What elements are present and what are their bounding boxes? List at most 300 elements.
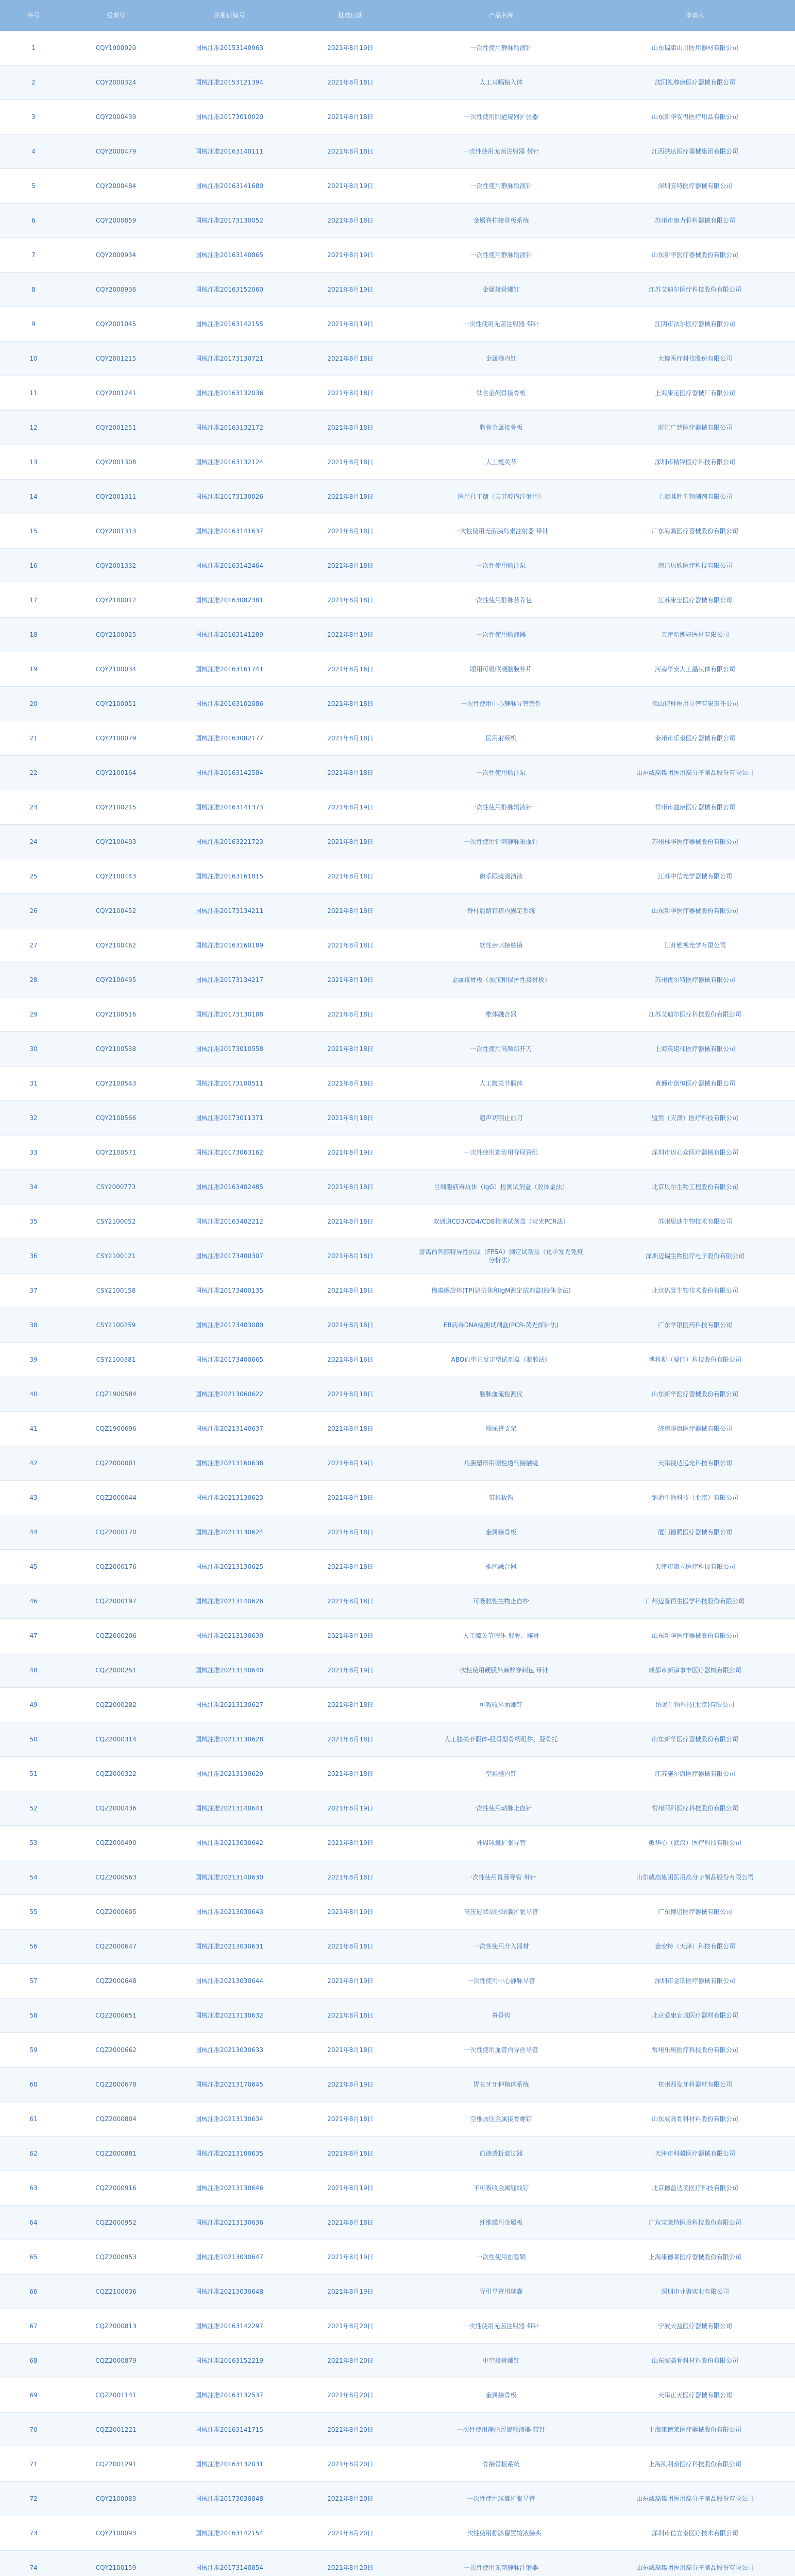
product-name: 梅毒螺旋体(TP)总抗体和IgM测定试剂盒(胶体金法)	[431, 1287, 571, 1294]
applicant: 常州阿科医疗科技股份有限公司	[651, 1805, 738, 1812]
approval-date: 2021年8月18日	[327, 2115, 374, 2123]
approval-date: 2021年8月18日	[327, 1770, 374, 1777]
registration-no: 国械注准20213130629	[195, 1770, 263, 1777]
row-index: 71	[29, 2461, 38, 2468]
approval-date: 2021年8月19日	[327, 1149, 374, 1156]
registration-no: 国械注准20213030644	[195, 1977, 263, 1985]
acceptance-no: CQY2000484	[95, 182, 137, 190]
approval-date: 2021年8月18日	[327, 79, 374, 86]
acceptance-no: CQY2000324	[95, 79, 137, 86]
table-row	[0, 618, 795, 652]
acceptance-no: CQY2100516	[95, 1011, 137, 1018]
registration-no: 国械注准20213140626	[195, 1598, 263, 1605]
approval-date: 2021年8月19日	[327, 2288, 374, 2295]
registration-no: 国械注准20213140641	[195, 1805, 263, 1812]
row-index: 8	[31, 286, 36, 293]
registration-no: 国械注准20163141715	[195, 2426, 263, 2433]
header-approval-date: 批准日期	[337, 12, 363, 19]
approval-date: 2021年8月18日	[327, 1736, 374, 1743]
row-index: 23	[29, 804, 38, 811]
table-row	[0, 2344, 795, 2378]
registration-no: 国械注准20163142155	[195, 320, 263, 328]
table-header	[0, 0, 795, 31]
row-index: 41	[29, 1425, 38, 1432]
acceptance-no: CQY2100566	[95, 1114, 137, 1122]
applicant: 深圳市信立泰医疗技术有限公司	[651, 2530, 738, 2537]
registration-no: 国械注准20213030648	[195, 2288, 263, 2295]
acceptance-no: CQZ2000044	[95, 1494, 137, 1501]
applicant: 深圳市业聚实业有限公司	[661, 2288, 729, 2295]
product-name: 游离前列腺特异性抗原（FPSA）测定试剂盒（化学发光免疫分析法）	[419, 1248, 583, 1264]
product-name: 空椎髓内钉	[485, 1770, 517, 1777]
acceptance-no: CQY2100164	[95, 769, 137, 776]
table-row	[0, 31, 795, 65]
registration-no: 国械注准20213130646	[195, 2184, 263, 2192]
approval-date: 2021年8月18日	[327, 2012, 374, 2019]
registration-no: 国械注准20173011371	[195, 1114, 263, 1122]
applicant: 宁波天益医疗器械有限公司	[657, 2323, 732, 2330]
product-name: 微乐眼镜清洁液	[479, 873, 523, 880]
applicant: 苏州市康力骨科器械有限公司	[654, 217, 735, 224]
approval-date: 2021年8月20日	[327, 2357, 374, 2364]
table-row	[0, 1136, 795, 1170]
product-name: 医用射频机	[485, 735, 517, 742]
table-row	[0, 204, 795, 238]
table-row	[0, 2551, 795, 2576]
row-index: 1	[31, 44, 36, 52]
row-index: 28	[29, 976, 38, 984]
registration-no: 国械注准20163142464	[195, 562, 263, 569]
table-row	[0, 2378, 795, 2413]
acceptance-no: CQZ2000916	[95, 2184, 137, 2192]
registration-no: 国械注准20163141289	[195, 631, 263, 638]
applicant: 广州迈普再生医学科技股份有限公司	[645, 1598, 745, 1605]
applicant: 大博医疗科技股份有限公司	[657, 355, 732, 362]
acceptance-no: CQY2100538	[95, 1045, 137, 1053]
acceptance-no: CQZ2000001	[95, 1460, 137, 1467]
registration-no: 国械注准20213100635	[195, 2150, 263, 2157]
approval-date: 2021年8月19日	[327, 1805, 374, 1812]
row-index: 49	[29, 1701, 38, 1708]
approval-date: 2021年8月19日	[327, 1632, 374, 1639]
table-row	[0, 549, 795, 583]
registration-no: 国械注准20163140865	[195, 251, 263, 259]
registration-no: 国械注准20163221723	[195, 838, 263, 845]
product-name: 纤维膜用金属板	[479, 2219, 523, 2226]
product-name: 一次性使用阴道窥器扩张器	[464, 113, 538, 121]
registration-no: 国械注准20173063162	[195, 1149, 263, 1156]
product-name: 一次性使用动脉止血针	[470, 1805, 532, 1812]
table-row	[0, 1170, 795, 1205]
table-body	[0, 31, 795, 2576]
header-index: 序号	[27, 12, 40, 19]
registration-no: 国械注准20173130188	[195, 1011, 263, 1018]
table-row	[0, 1757, 795, 1791]
approval-date: 2021年8月19日	[327, 1977, 374, 1985]
approval-date: 2021年8月18日	[327, 1494, 374, 1501]
approval-date: 2021年8月19日	[327, 2081, 374, 2088]
row-index: 22	[29, 769, 38, 776]
row-index: 25	[29, 873, 38, 880]
row-index: 24	[29, 838, 38, 845]
product-name: 眼用可吸收硬脑膜补片	[470, 666, 532, 673]
approval-date: 2021年8月19日	[327, 976, 374, 984]
applicant: 山东新华医疗器械股份有限公司	[651, 907, 738, 914]
applicant: 深圳迈瑞生物医疗电子股份有限公司	[645, 1252, 745, 1260]
approval-date: 2021年8月19日	[327, 182, 374, 190]
applicant: 山东新华医疗器械股份有限公司	[651, 1391, 738, 1398]
registration-no: 国械注准20163152219	[195, 2357, 263, 2364]
product-name: 脊柱后路钉棒内固定系统	[467, 907, 535, 914]
approval-date: 2021年8月18日	[327, 1598, 374, 1605]
product-name: 一次性使用高频切开刀	[470, 1045, 532, 1053]
product-name: 一次性使用无菌胰岛素注射器 带针	[453, 528, 549, 535]
table-row	[0, 1653, 795, 1688]
product-name: 金属接骨板	[485, 2392, 517, 2399]
approval-date: 2021年8月18日	[327, 148, 374, 155]
row-index: 60	[29, 2081, 38, 2088]
acceptance-no: CQY2001251	[95, 424, 137, 431]
applicant: 山东新华安得医疗用品有限公司	[651, 113, 738, 121]
product-name: 脊骨钩	[492, 2012, 511, 2019]
applicant: 广东博迈医疗器械有限公司	[657, 1908, 732, 1916]
product-name: 可吸收界面螺钉	[479, 1701, 523, 1708]
registration-no: 国械注准20173400307	[195, 1252, 263, 1260]
acceptance-no: CQZ2000605	[95, 1908, 137, 1916]
row-index: 5	[31, 182, 36, 190]
applicant: 山东新华医疗器械股份有限公司	[651, 1736, 738, 1743]
product-name: 椎间融合器	[485, 1563, 517, 1570]
approval-date: 2021年8月18日	[327, 1321, 374, 1329]
approval-date: 2021年8月19日	[327, 1839, 374, 1846]
row-index: 56	[29, 1943, 38, 1950]
acceptance-no: CSY2100259	[96, 1321, 136, 1329]
product-name: 空椎加压金属接骨螺钉	[470, 2115, 532, 2123]
applicant: 上海英诺伟医疗器械有限公司	[654, 1045, 735, 1053]
acceptance-no: CQZ2000647	[95, 1943, 137, 1950]
approval-date: 2021年8月18日	[327, 2219, 374, 2226]
row-index: 31	[29, 1080, 38, 1087]
approval-date: 2021年8月18日	[327, 769, 374, 776]
registration-no: 国械注准20213130625	[195, 1563, 263, 1570]
acceptance-no: CQY2100495	[95, 976, 137, 984]
registration-no: 国械注准20213030631	[195, 1943, 263, 1950]
registration-no: 国械注准20173400665	[195, 1356, 263, 1363]
applicant: 北京德益达美医疗科技有限公司	[651, 2184, 738, 2192]
registration-no: 国械注准20173134217	[195, 976, 263, 984]
applicant: 山东瑞康山川医用器材有限公司	[651, 44, 738, 52]
row-index: 40	[29, 1391, 38, 1398]
table-row	[0, 859, 795, 894]
applicant: 天津市康立医疗科技有限公司	[654, 1563, 735, 1570]
row-index: 45	[29, 1563, 38, 1570]
product-name: 角膜塑形用硬性透气接触镜	[464, 1460, 538, 1467]
approval-date: 2021年8月18日	[327, 562, 374, 569]
acceptance-no: CQY2001308	[95, 459, 137, 466]
product-name: 人工膝关节假体-股骨型骨柄组件、胫骨托	[444, 1736, 558, 1743]
approval-date: 2021年8月18日	[327, 1874, 374, 1881]
row-index: 27	[29, 942, 38, 949]
acceptance-no: CQZ2000662	[95, 2046, 137, 2054]
product-name: ABO血型正反定型试剂盒（凝胶法）	[451, 1356, 551, 1363]
row-index: 20	[29, 700, 38, 707]
applicant: 厦门德腾医疗器械有限公司	[657, 1529, 732, 1536]
product-name: 钛合金颅骨接骨板	[476, 389, 526, 397]
product-name: 一次性使用输液器	[476, 631, 526, 638]
applicant: 天津市科毅医疗器械有限公司	[654, 2150, 735, 2157]
acceptance-no: CQZ2000322	[95, 1770, 137, 1777]
applicant: 上海康定医疗器械厂有限公司	[654, 389, 735, 397]
approval-date: 2021年8月18日	[327, 1252, 374, 1260]
approval-date: 2021年8月18日	[327, 2150, 374, 2157]
acceptance-no: CQZ2000804	[95, 2115, 137, 2123]
acceptance-no: CQZ2000648	[95, 1977, 137, 1985]
acceptance-no: CQZ2000282	[95, 1701, 137, 1708]
acceptance-no: CQY2000479	[95, 148, 137, 155]
row-index: 72	[29, 2495, 38, 2502]
row-index: 51	[29, 1770, 38, 1777]
registration-no: 国械注准20163152060	[195, 286, 263, 293]
approval-date: 2021年8月19日	[327, 2253, 374, 2261]
row-index: 2	[31, 79, 36, 86]
approval-date: 2021年8月20日	[327, 2461, 374, 2468]
product-name: 一次性使用静脉输液针	[470, 251, 532, 259]
row-index: 36	[29, 1252, 38, 1260]
registration-no: 国械注准20213130632	[195, 2012, 263, 2019]
product-name: 一次性使用硬膜外麻醉穿刺包 带针	[453, 1667, 549, 1674]
approval-date: 2021年8月19日	[327, 804, 374, 811]
acceptance-no: CQZ2000952	[95, 2219, 137, 2226]
approval-date: 2021年8月18日	[327, 700, 374, 707]
registration-no: 国械注准20163132537	[195, 2392, 263, 2399]
approval-date: 2021年8月18日	[327, 907, 374, 914]
registration-no: 国械注准20163132172	[195, 424, 263, 431]
row-index: 16	[29, 562, 38, 569]
applicant: 山东新华医疗器械股份有限公司	[651, 251, 738, 259]
acceptance-no: CQY2001045	[95, 320, 137, 328]
table-row	[0, 1239, 795, 1274]
product-name: 一次性使用胃肠导管 带针	[466, 1874, 536, 1881]
table-row	[0, 1550, 795, 1584]
applicant: 江苏施尔康医疗器械有限公司	[654, 1770, 735, 1777]
approval-date: 2021年8月18日	[327, 1080, 374, 1087]
registration-no: 国械注准20163082177	[195, 735, 263, 742]
table-row	[0, 238, 795, 273]
product-name: 一次性使用静脉输液针	[470, 44, 532, 52]
registration-no: 国械注准20163132124	[195, 459, 263, 466]
approval-date: 2021年8月19日	[327, 1908, 374, 1916]
approval-date: 2021年8月20日	[327, 2530, 374, 2537]
row-index: 68	[29, 2357, 38, 2364]
product-name: 外周球囊扩张导管	[476, 1839, 526, 1846]
product-name: 胃长牙牙种植体系统	[473, 2081, 529, 2088]
row-index: 63	[29, 2184, 38, 2192]
row-index: 46	[29, 1598, 38, 1605]
product-name: 一次性使用静脉输液针	[470, 804, 532, 811]
applicant: 深圳市迈心众医疗器械有限公司	[651, 1149, 738, 1156]
table-row	[0, 2482, 795, 2516]
product-name: 可吸收性生物止血纱	[473, 1598, 529, 1605]
applicant: 沈阳礼尊康医疗器械有限公司	[654, 79, 735, 86]
applicant: 广东海鸥医疗器械股份有限公司	[651, 528, 738, 535]
acceptance-no: CQY2100093	[95, 2530, 137, 2537]
approval-date: 2021年8月18日	[327, 1114, 374, 1122]
acceptance-no: CQY2100452	[95, 907, 137, 914]
acceptance-no: CQZ2000563	[95, 1874, 137, 1881]
product-name: 一次性使用输注泵	[476, 769, 526, 776]
table-row	[0, 1066, 795, 1101]
registration-no: 国械注准20163141680	[195, 182, 263, 190]
acceptance-no: CQY2100083	[95, 2495, 137, 2502]
approval-date: 2021年8月19日	[327, 631, 374, 638]
row-index: 62	[29, 2150, 38, 2157]
applicant: 泰州市乐泰医疗器械有限公司	[654, 735, 735, 742]
row-index: 48	[29, 1667, 38, 1674]
product-name: 金属接骨板	[485, 1529, 517, 1536]
row-index: 11	[29, 389, 38, 397]
approval-date: 2021年8月18日	[327, 2046, 374, 2054]
acceptance-no: CQZ2100036	[95, 2288, 137, 2295]
approval-date: 2021年8月18日	[327, 1943, 374, 1950]
registration-no: 国械注准20213130639	[195, 1632, 263, 1639]
registration-no: 国械注准20163142297	[195, 2323, 263, 2330]
row-index: 13	[29, 459, 38, 466]
row-index: 74	[29, 2564, 38, 2571]
registration-no: 国械注准20213130634	[195, 2115, 263, 2123]
applicant: 山东威高骨科材料股份有限公司	[651, 2357, 738, 2364]
applicant: 纳通生物科技(北京)有限公司	[655, 1701, 735, 1708]
product-name: 金属髓内钉	[485, 355, 517, 362]
acceptance-no: CSY2100381	[96, 1356, 136, 1363]
registration-no: 国械注准20163402485	[195, 1183, 263, 1191]
acceptance-no: CQY2100571	[95, 1149, 137, 1156]
applicant: 山东威高集团医用高分子制品股份有限公司	[636, 1874, 754, 1881]
approval-date: 2021年8月18日	[327, 1529, 374, 1536]
table-row	[0, 1412, 795, 1446]
registration-no: 国械注准20213130636	[195, 2219, 263, 2226]
table-row	[0, 825, 795, 859]
table-row	[0, 1929, 795, 1964]
approval-date: 2021年8月18日	[327, 1391, 374, 1398]
approval-date: 2021年8月18日	[327, 113, 374, 121]
table-row	[0, 1688, 795, 1722]
table-row	[0, 411, 795, 445]
product-name: 血液透析滤过器	[479, 2150, 523, 2157]
approval-date: 2021年8月18日	[327, 493, 374, 500]
table-row	[0, 652, 795, 687]
table-row	[0, 100, 795, 134]
table-row	[0, 756, 795, 790]
registration-no: 国械注准20213030633	[195, 2046, 263, 2054]
approval-date: 2021年8月18日	[327, 459, 374, 466]
row-index: 39	[29, 1356, 38, 1363]
applicant: 敏华心（武汉）医疗科技有限公司	[648, 1839, 741, 1846]
product-name: 一次性使用静脉输液针	[470, 182, 532, 190]
applicant: 山东新华医疗器械股份有限公司	[651, 1632, 738, 1639]
acceptance-no: CQY2001332	[95, 562, 137, 569]
applicant: 江苏雅视光学有限公司	[664, 942, 726, 949]
product-name: 人工髋关节假体	[479, 1080, 523, 1087]
header-registration-no: 注册证编号	[213, 12, 245, 19]
product-name: 人工髋关节	[485, 459, 517, 466]
row-index: 37	[29, 1287, 38, 1294]
product-name: 一次性使用静脉留置输液接头	[461, 2530, 542, 2537]
acceptance-no: CQZ2000490	[95, 1839, 137, 1846]
registration-no: 国械注准20163142584	[195, 769, 263, 776]
acceptance-no: CQZ2000197	[95, 1598, 137, 1605]
registration-no: 国械注准20173010558	[195, 1045, 263, 1053]
approval-date: 2021年8月19日	[327, 1667, 374, 1674]
row-index: 38	[29, 1321, 38, 1329]
product-name: 一次性使用无菌注射器 带针	[463, 2323, 539, 2330]
product-name: 一次性使用中心静脉导管	[467, 1977, 535, 1985]
applicant: 江阴市法尔医疗器械有限公司	[654, 320, 735, 328]
row-index: 10	[29, 355, 38, 362]
row-index: 44	[29, 1529, 38, 1536]
row-index: 4	[31, 148, 36, 155]
applicant: 上海其胜生物制剂有限公司	[657, 493, 732, 500]
row-index: 33	[29, 1149, 38, 1156]
registration-no: 国械注准20163160189	[195, 942, 263, 949]
table-row	[0, 1619, 795, 1653]
registration-no: 国械注准20213130624	[195, 1529, 263, 1536]
applicant: 江苏中信光学器械有限公司	[657, 873, 732, 880]
product-name: 一次性使用球囊扩张导管	[467, 2495, 535, 2502]
product-name: 一次性使用无菌注射器 带针	[463, 320, 539, 328]
approval-date: 2021年8月20日	[327, 2564, 374, 2571]
approval-date: 2021年8月18日	[327, 1183, 374, 1191]
table-row	[0, 894, 795, 928]
approval-date: 2021年8月18日	[327, 1287, 374, 1294]
table-row	[0, 1860, 795, 1895]
applicant: 江西洪达医疗器械集团有限公司	[651, 148, 738, 155]
row-index: 61	[29, 2115, 38, 2123]
product-name: 一次性使用静脉营养包	[470, 597, 532, 604]
applicant: 山东威高集团医用高分子制品股份有限公司	[636, 769, 754, 776]
applicant: 北京贝尔生物工程股份有限公司	[651, 1183, 738, 1191]
applicant: 北京热景生物技术股份有限公司	[651, 1287, 738, 1294]
acceptance-no: CQY2000859	[95, 217, 137, 224]
registration-no: 国械注准20163140111	[195, 148, 263, 155]
acceptance-no: CQZ1900696	[95, 1425, 137, 1432]
acceptance-no: CQY2000936	[95, 286, 137, 293]
applicant: 黄狮市创恒医疗器械有限公司	[654, 1080, 735, 1087]
table-row	[0, 687, 795, 721]
product-name: 胸骨金属接骨板	[479, 424, 523, 431]
applicant: 济南华康医疗器械有限公司	[657, 1425, 732, 1432]
approval-date: 2021年8月20日	[327, 2426, 374, 2433]
applicant: 南昌贝欣医疗科技有限公司	[657, 562, 732, 569]
registration-no: 国械注准20163161815	[195, 873, 263, 880]
acceptance-no: CQZ2000953	[95, 2253, 137, 2261]
registration-no: 国械注准20213130623	[195, 1494, 263, 1501]
approval-date: 2021年8月19日	[327, 251, 374, 259]
product-name: 一次性使用造影用导尿管组	[464, 1149, 538, 1156]
approval-date: 2021年8月19日	[327, 2184, 374, 2192]
product-name: 中空接骨螺钉	[482, 2357, 520, 2364]
acceptance-no: CQY2100025	[95, 631, 137, 638]
registration-no: 国械注准20173400135	[195, 1287, 263, 1294]
table-row	[0, 480, 795, 514]
row-index: 30	[29, 1045, 38, 1053]
table-row	[0, 342, 795, 376]
applicant: 常州乐奥医疗科技股份有限公司	[651, 2046, 738, 2054]
product-name: 一次性使用针刺静脉采血针	[464, 838, 538, 845]
acceptance-no: CQY2100012	[95, 597, 137, 604]
acceptance-no: CSY2000773	[96, 1183, 136, 1191]
applicant: 苏州优尔特医疗器械有限公司	[654, 976, 735, 984]
row-index: 50	[29, 1736, 38, 1743]
